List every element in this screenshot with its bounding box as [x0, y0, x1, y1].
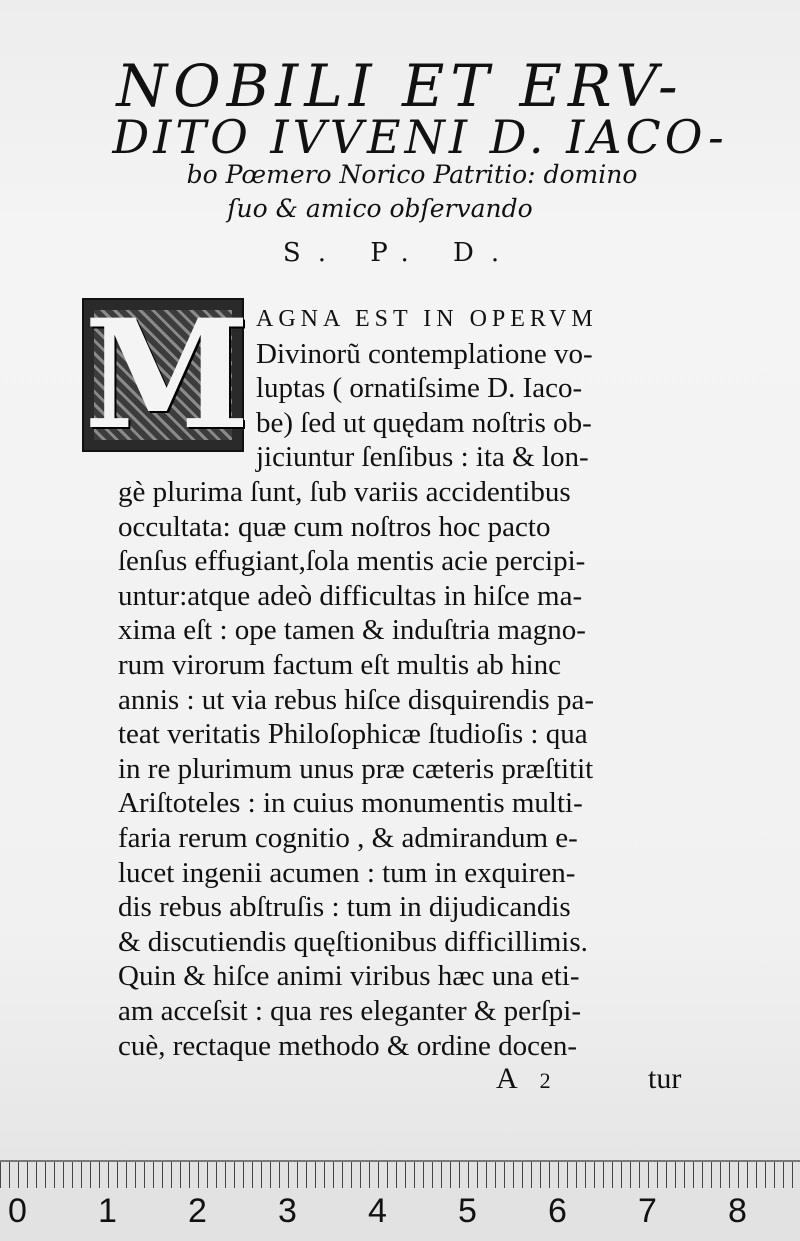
text-line: be) ſed ut quędam noſtris ob-	[256, 406, 592, 439]
text-line: gè plurima ſunt, ſub variis accidentibus	[118, 476, 571, 508]
text-line: Ariſtoteles : in cuius monumentis multi-	[118, 787, 583, 820]
title-line-4: ſuo & amico obſervando	[227, 194, 533, 223]
ruler-number: 3	[278, 1192, 297, 1230]
text-line: in re plurimum unus præ cæteris præſtitit	[118, 752, 594, 785]
title-line-1: NOBILI ET ERV-	[116, 52, 684, 120]
signature-number: 2	[539, 1068, 551, 1093]
ruler-number: 6	[548, 1192, 567, 1230]
ruler-ticks	[0, 1162, 800, 1188]
text-line: xima eſt : ope tamen & induſtria magno-	[118, 614, 586, 647]
title-line-2: DITO IVVENI D. IACO-	[112, 110, 728, 164]
ruler-number: 2	[188, 1192, 207, 1230]
text-line: dis rebus abſtruſis : tum in dijudicandis	[118, 891, 571, 924]
text-line: cuè, rectaque methodo & ordine docen-	[118, 1029, 577, 1062]
ruler-number: 7	[638, 1192, 657, 1230]
title-line-3: bo Pœmero Norico Patritio: domino	[186, 160, 638, 189]
text-line: AGNA EST IN OPERVM	[256, 306, 598, 332]
ruler-number: 0	[8, 1192, 27, 1230]
text-line: Quin & hiſce animi viribus hæc una eti-	[118, 960, 580, 993]
text-line: occultata: quæ cum noſtros hoc pacto	[118, 510, 551, 543]
text-line: am acceſsit : qua res eleganter & perſpi-	[118, 995, 581, 1027]
signature-letter: A	[496, 1062, 518, 1095]
text-line: rum virorum factum eſt multis ab hinc	[118, 649, 561, 681]
text-line: faria rerum cognitio , & admirandum e-	[118, 822, 578, 854]
text-line: & discutiendis quęſtionibus difficillimis.	[118, 925, 588, 958]
ruler-number: 4	[368, 1192, 387, 1230]
drop-cap-letter: M	[84, 287, 251, 463]
text-line: jiciuntur ſenſibus : ita & lon-	[256, 441, 589, 474]
salutation: S. P. D.	[282, 238, 518, 268]
ruler-number: 8	[728, 1192, 747, 1230]
text-line: Divinorũ contemplatione vo-	[256, 337, 593, 370]
text-line: annis : ut via rebus hiſce disquirendis pa-	[118, 683, 594, 716]
ornamental-initial-m	[82, 287, 251, 463]
measuring-ruler	[0, 1160, 800, 1241]
catchword: tur	[648, 1062, 682, 1095]
text-line: luptas ( ornatiſsime D. Iaco-	[256, 372, 583, 405]
signature-mark	[496, 1062, 573, 1096]
text-line: teat veritatis Philoſophicæ ſtudioſis : qua	[118, 718, 588, 751]
ruler-number: 5	[458, 1192, 477, 1230]
ruler-number: 1	[98, 1192, 117, 1230]
text-line: lucet ingenii acumen : tum in exquiren-	[118, 856, 576, 889]
text-line: untur:atque adeò difficultas in hiſce ma-	[118, 579, 583, 612]
text-line: ſenſus effugiant,ſola mentis acie percipi-	[118, 545, 586, 578]
